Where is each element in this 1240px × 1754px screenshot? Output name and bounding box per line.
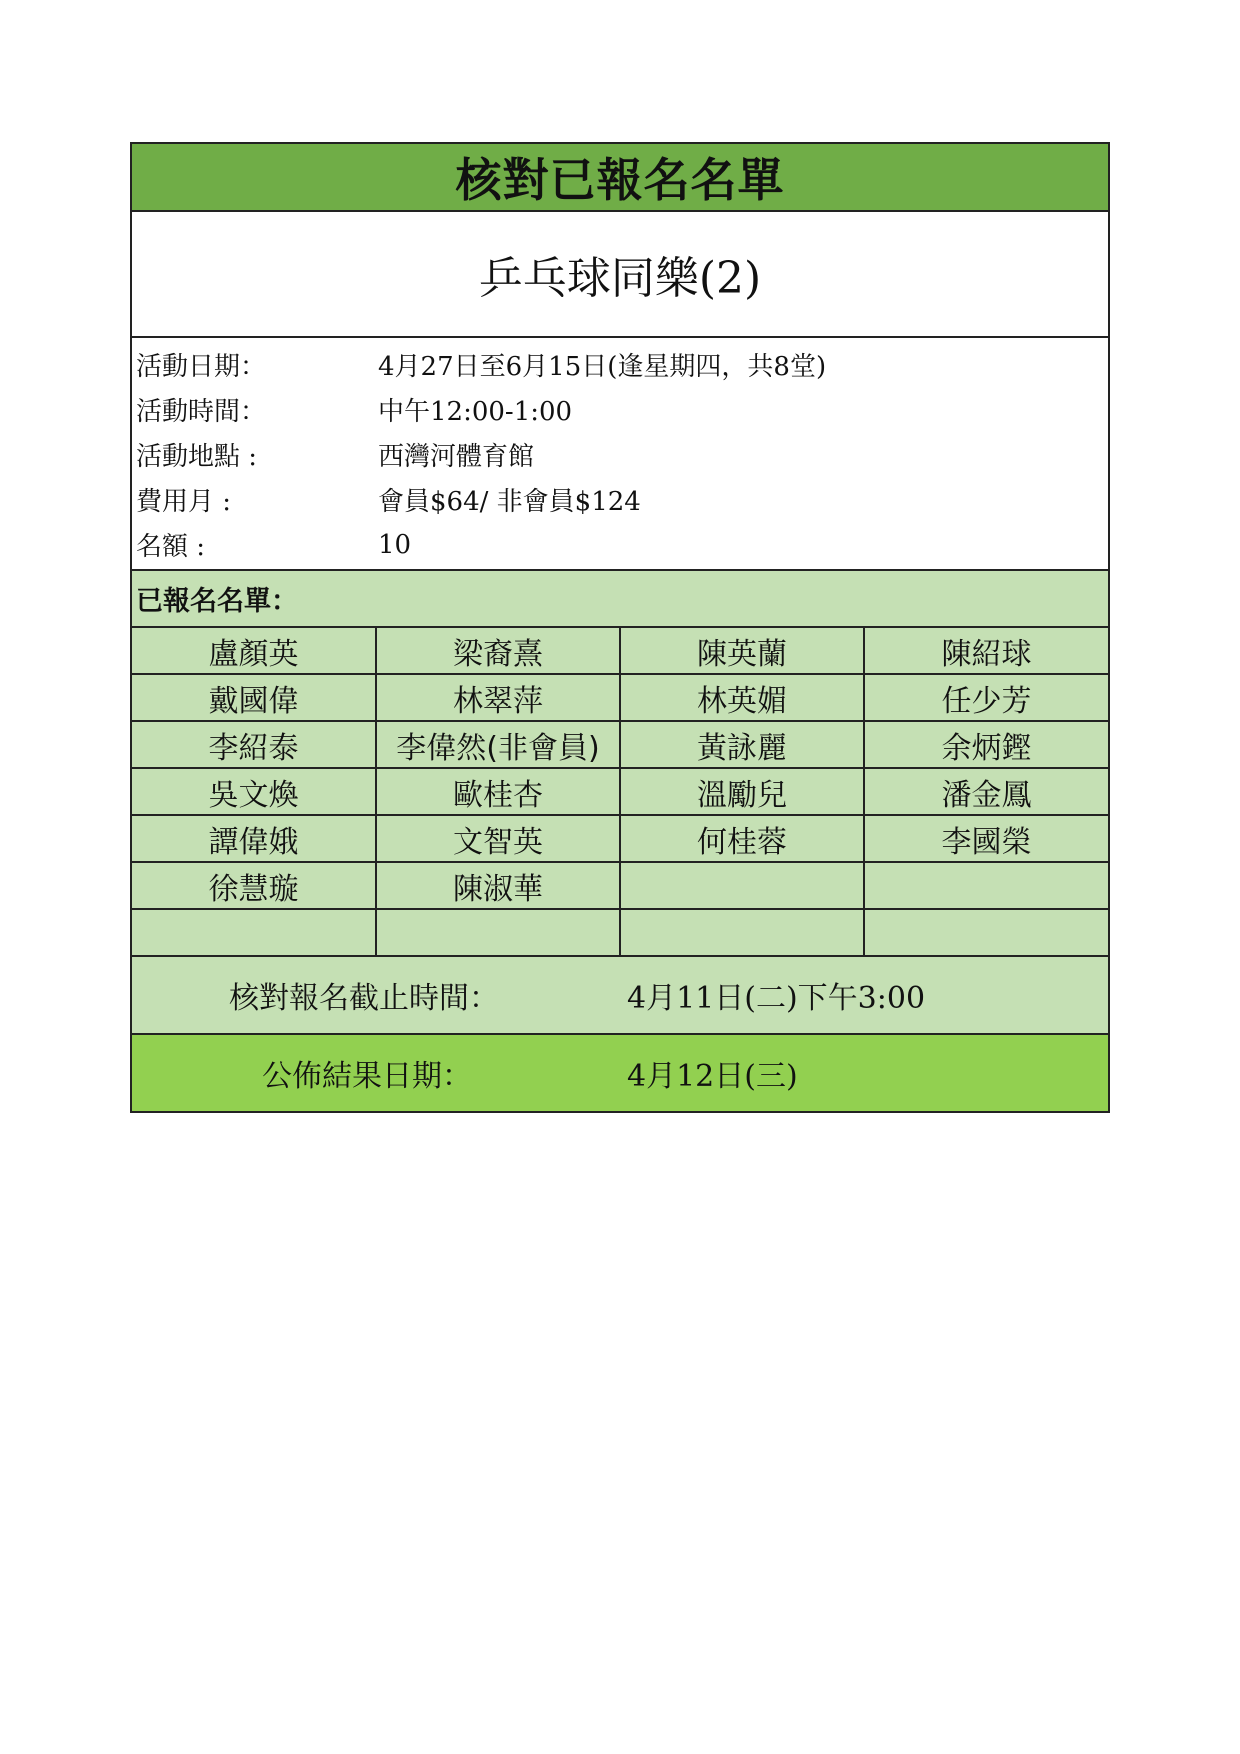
name-cell — [376, 909, 620, 956]
name-cell: 李紹泰 — [132, 721, 376, 768]
info-value: 會員$64/ 非會員$124 — [378, 487, 641, 517]
name-cell: 林翠萍 — [376, 674, 620, 721]
name-cell — [864, 909, 1108, 956]
info-label: 費用月 : — [136, 487, 232, 517]
verification-deadline — [132, 957, 1108, 1035]
info-label: 活動日期： — [136, 352, 267, 382]
name-cell — [620, 909, 864, 956]
registration-sheet — [130, 142, 1110, 1113]
name-cell: 梁裔熹 — [376, 628, 620, 674]
info-label: 活動時間： — [136, 397, 267, 427]
name-cell: 陳英蘭 — [620, 628, 864, 674]
name-cell: 譚偉娥 — [132, 815, 376, 862]
name-cell: 陳淑華 — [376, 862, 620, 909]
table-row — [132, 768, 1108, 815]
list-heading-text: 已報名名單： — [136, 586, 298, 617]
result-label: 公佈結果日期： — [262, 1059, 472, 1094]
info-value: 4月27日至6月15日(逢星期四，共8堂) — [378, 352, 827, 382]
name-cell: 黃詠麗 — [620, 721, 864, 768]
name-cell: 溫勵兒 — [620, 768, 864, 815]
deadline-label: 核對報名截止時間： — [229, 981, 499, 1016]
name-cell: 陳紹球 — [864, 628, 1108, 674]
info-value: 西灣河體育館 — [378, 442, 535, 472]
name-cell: 文智英 — [376, 815, 620, 862]
name-cell: 潘金鳳 — [864, 768, 1108, 815]
name-cell: 何桂蓉 — [620, 815, 864, 862]
info-label: 活動地點 : — [136, 442, 258, 472]
name-cell: 戴國偉 — [132, 674, 376, 721]
activity-info — [132, 338, 1108, 571]
sheet-header — [132, 144, 1108, 212]
name-cell: 盧顏英 — [132, 628, 376, 674]
name-cell: 徐慧璇 — [132, 862, 376, 909]
name-cell — [132, 909, 376, 956]
info-value: 10 — [378, 529, 412, 560]
table-row — [132, 909, 1108, 956]
info-row-quota — [132, 522, 1108, 567]
page-title: 核對已報名名單 — [455, 153, 785, 207]
deadline-value: 4月11日(二)下午3:00 — [627, 981, 926, 1016]
table-row — [132, 815, 1108, 862]
table-row — [132, 862, 1108, 909]
name-cell: 余炳鏗 — [864, 721, 1108, 768]
name-cell: 李偉然(非會員) — [376, 721, 620, 768]
info-row-fee — [132, 477, 1108, 522]
registered-list-heading — [132, 571, 1108, 628]
name-cell — [620, 862, 864, 909]
table-row — [132, 721, 1108, 768]
name-cell: 吳文煥 — [132, 768, 376, 815]
info-label: 名額 : — [136, 532, 206, 562]
name-cell — [864, 862, 1108, 909]
info-value: 中午12:00-1:00 — [378, 397, 573, 427]
activity-name-section — [132, 212, 1108, 338]
activity-name: 乒乓球同樂(2) — [478, 253, 762, 304]
name-cell: 李國榮 — [864, 815, 1108, 862]
info-row-time — [132, 387, 1108, 432]
info-row-venue — [132, 432, 1108, 477]
table-row — [132, 628, 1108, 674]
name-cell: 任少芳 — [864, 674, 1108, 721]
name-cell: 林英媚 — [620, 674, 864, 721]
table-row — [132, 674, 1108, 721]
registered-names-table — [132, 628, 1108, 957]
result-value: 4月12日(三) — [627, 1059, 798, 1094]
info-row-date — [132, 342, 1108, 387]
name-cell: 歐桂杏 — [376, 768, 620, 815]
result-announcement — [132, 1035, 1108, 1111]
